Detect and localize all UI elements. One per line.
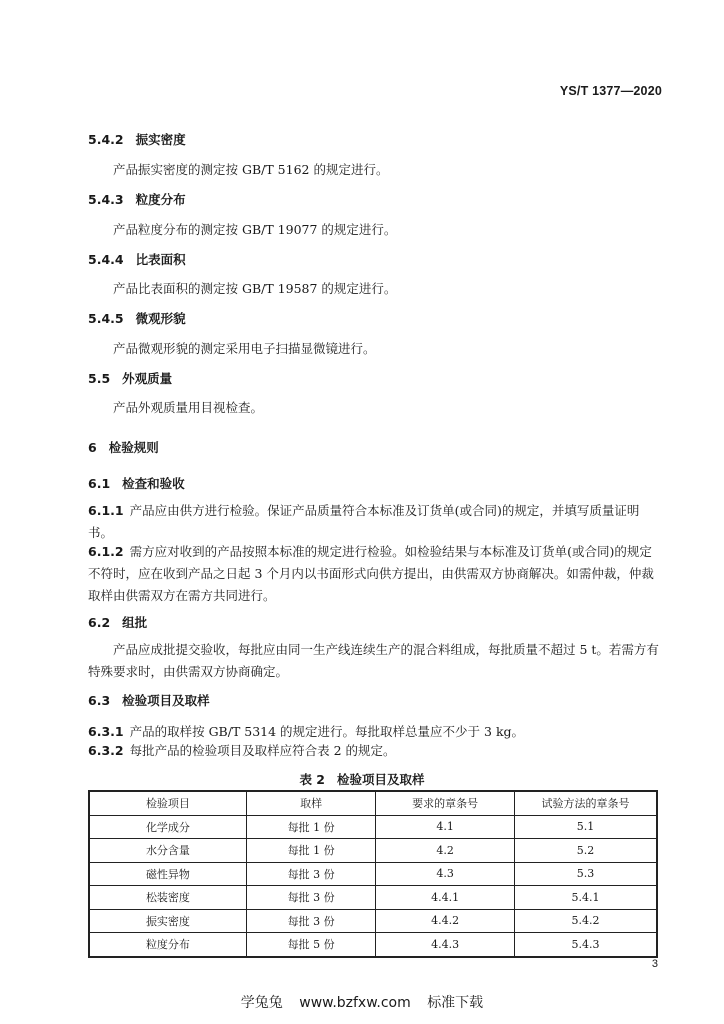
section-number: 6.1 (88, 476, 111, 491)
clause-text: 产品应由供方进行检验。保证产品质量符合本标准及订货单(或合同)的规定，并填写质量证明书。 (88, 503, 640, 540)
section-title: 检验项目及取样 (122, 693, 210, 708)
footer-url[interactable]: www.bzfxw.com (299, 995, 411, 1011)
table-cell: 磁性异物 (89, 862, 246, 886)
section-title: 检验规则 (108, 440, 159, 455)
chapter-heading (88, 438, 159, 456)
table-caption-number: 表 2 (299, 772, 326, 787)
clause-paragraph (88, 500, 660, 544)
section-title: 组批 (122, 615, 148, 630)
clause-number: 6.3.1 (88, 724, 124, 739)
table-cell: 4.3 (376, 862, 515, 886)
section-text: 产品外观质量用目视检查。 (113, 400, 264, 415)
clause-number: 6.1.2 (88, 544, 124, 559)
table-row (89, 909, 657, 933)
table-row (89, 839, 657, 863)
table-header-cell: 要求的章条号 (376, 791, 515, 815)
section-heading (88, 613, 147, 631)
section-number: 5.4.3 (88, 192, 124, 207)
table-cell: 4.2 (376, 839, 515, 863)
table-cell: 水分含量 (89, 839, 246, 863)
table-cell: 粒度分布 (89, 933, 246, 957)
table-caption (0, 770, 724, 788)
clause-paragraph (88, 541, 660, 607)
section-heading (88, 250, 186, 268)
section-title: 微观形貌 (135, 311, 186, 326)
section-number: 5.4.2 (88, 132, 124, 147)
table-cell: 4.1 (376, 815, 515, 839)
section-title: 比表面积 (135, 252, 186, 267)
section-title: 粒度分布 (135, 192, 186, 207)
table-cell: 4.4.2 (376, 909, 515, 933)
section-number: 6 (88, 440, 97, 455)
section-heading (88, 474, 185, 492)
inspection-table (88, 790, 658, 958)
section-text: 产品粒度分布的测定按 GB/T 19077 的规定进行。 (113, 222, 397, 237)
clause-text: 需方应对收到的产品按照本标准的规定进行检验。如检验结果与本标准及订货单(或合同)的规定不符时，应在收到产品之日起 3 个月内以书面形式向供方提出，由供需双方协商解决。如需仲裁，仲裁取样由供需双方在需方共同进行。 (88, 544, 654, 603)
table-cell: 每批 3 份 (246, 886, 376, 910)
table-row (89, 886, 657, 910)
section-heading (88, 691, 210, 709)
table-cell: 5.4.2 (514, 909, 657, 933)
section-number: 6.3 (88, 693, 111, 708)
clause-number: 6.1.1 (88, 503, 124, 518)
table-cell: 5.1 (514, 815, 657, 839)
clause-number: 6.3.2 (88, 743, 124, 758)
section-title: 振实密度 (135, 132, 186, 147)
table-header-cell: 取样 (246, 791, 376, 815)
table-header-cell: 检验项目 (89, 791, 246, 815)
section-number: 5.4.4 (88, 252, 124, 267)
section-number: 5.4.5 (88, 311, 124, 326)
section-text: 产品微观形貌的测定采用电子扫描显微镜进行。 (113, 341, 376, 356)
section-text: 产品振实密度的测定按 GB/T 5162 的规定进行。 (113, 162, 389, 177)
footer-watermark (0, 992, 724, 1012)
section-title: 外观质量 (122, 371, 173, 386)
table-cell: 松装密度 (89, 886, 246, 910)
clause-paragraph (88, 740, 660, 762)
table-row (89, 933, 657, 957)
table-cell: 振实密度 (89, 909, 246, 933)
section-heading (88, 309, 186, 327)
table-cell: 每批 5 份 (246, 933, 376, 957)
table-row (89, 862, 657, 886)
section-number: 5.5 (88, 371, 111, 386)
section-heading (88, 130, 186, 148)
section-text: 产品比表面积的测定按 GB/T 19587 的规定进行。 (113, 281, 397, 296)
standard-code: YS/T 1377—2020 (559, 84, 662, 98)
table-cell: 每批 3 份 (246, 862, 376, 886)
section-heading (88, 190, 186, 208)
footer-site-name: 学兔兔 (240, 995, 283, 1011)
table-cell: 每批 3 份 (246, 909, 376, 933)
table-header-row (89, 791, 657, 815)
table-cell: 5.2 (514, 839, 657, 863)
table-cell: 5.4.3 (514, 933, 657, 957)
section-text: 产品应成批提交验收，每批应由同一生产线连续生产的混合料组成，每批质量不超过 5 t。若需方有特殊要求时，由供需双方协商确定。 (88, 642, 659, 679)
table-header-cell: 试验方法的章条号 (514, 791, 657, 815)
page-number: 3 (651, 958, 658, 970)
section-heading (88, 369, 172, 387)
table-cell: 4.4.1 (376, 886, 515, 910)
section-title: 检查和验收 (122, 476, 185, 491)
clause-text: 每批产品的检验项目及取样应符合表 2 的规定。 (129, 743, 396, 758)
table-cell: 每批 1 份 (246, 839, 376, 863)
section-number: 6.2 (88, 615, 111, 630)
table-cell: 4.4.3 (376, 933, 515, 957)
footer-tagline: 标准下载 (427, 995, 484, 1011)
table-row (89, 815, 657, 839)
table-cell: 5.4.1 (514, 886, 657, 910)
table-cell: 化学成分 (89, 815, 246, 839)
clause-text: 产品的取样按 GB/T 5314 的规定进行。每批取样总量应不少于 3 kg。 (129, 724, 525, 739)
table-cell: 5.3 (514, 862, 657, 886)
table-caption-title: 检验项目及取样 (337, 772, 425, 787)
table-cell: 每批 1 份 (246, 815, 376, 839)
